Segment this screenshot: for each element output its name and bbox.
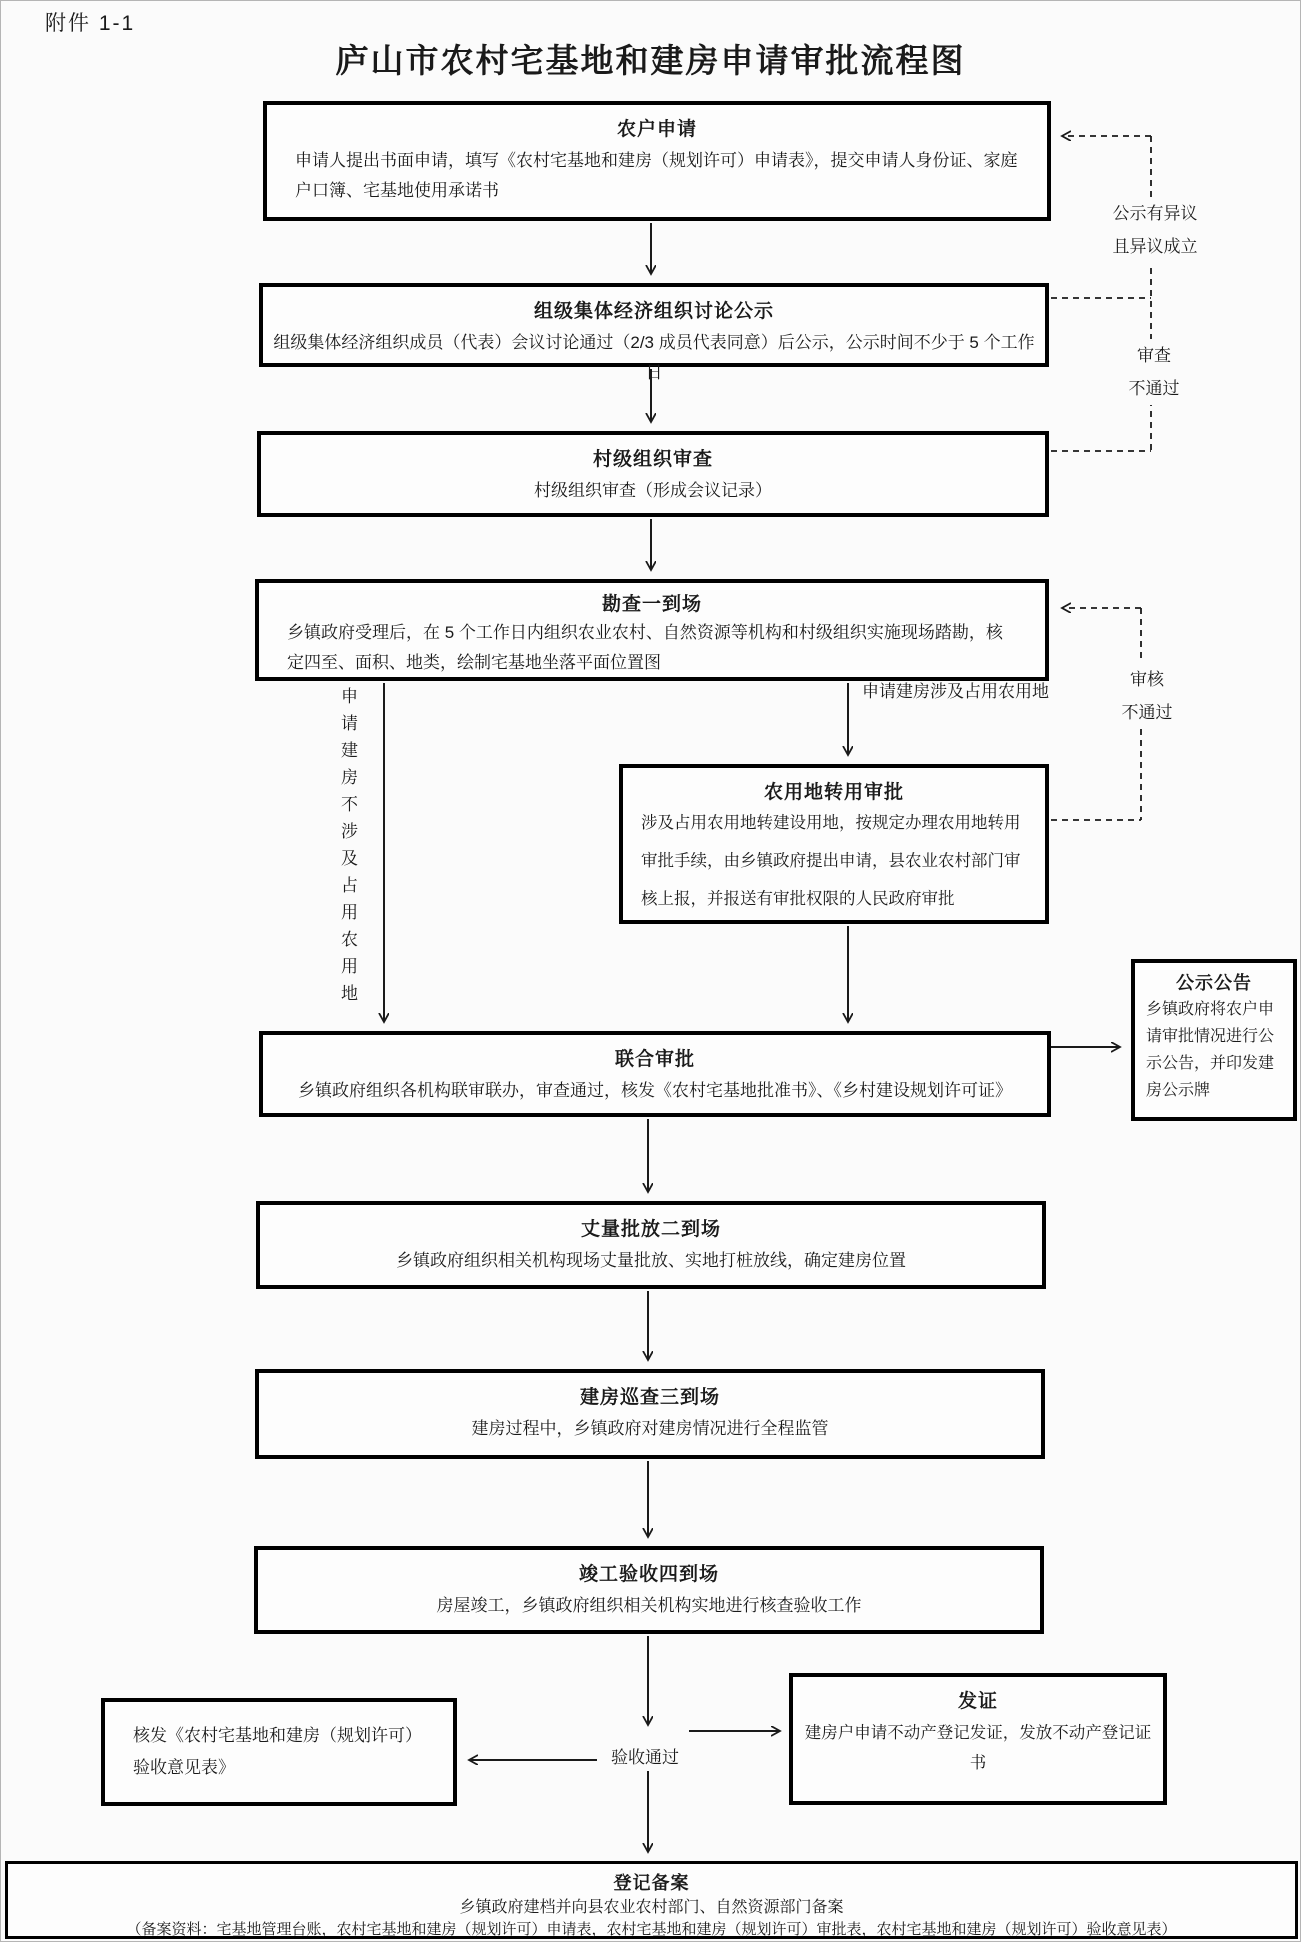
step-acceptance-fourth-visit (254, 1546, 1044, 1634)
step-body: 乡镇政府组织各机构联审联办，审查通过，核发《农村宅基地批准书》、《乡村建设规划许可证》 (298, 1081, 1012, 1100)
step-body: 建房过程中，乡镇政府对建房情况进行全程监管 (471, 1419, 829, 1438)
step-body: 核发《农村宅基地和建房（规划许可）验收意见表》 (133, 1726, 422, 1777)
step-title: 丈量批放二到场 (580, 1219, 721, 1240)
step-village-review (257, 431, 1049, 517)
label-involves-farmland: 申请建房涉及占用农用地 (862, 682, 1049, 701)
step-title: 登记备案 (613, 1873, 690, 1893)
step-title: 组级集体经济组织讨论公示 (533, 301, 774, 322)
attachment-label: 附件 1-1 (45, 12, 136, 35)
step-body: 村级组织审查（形成会议记录） (534, 481, 772, 500)
step-survey-first-visit (255, 579, 1049, 681)
label-line: 公示有异议 (1112, 204, 1198, 223)
step-group-discussion (259, 283, 1049, 382)
step-title: 农用地转用审批 (763, 782, 904, 803)
step-registration (5, 1861, 1298, 1939)
step-body: 乡镇政府建档并向县农业农村部门、自然资源部门备案 (459, 1899, 844, 1916)
step-title: 公示公告 (1176, 973, 1252, 993)
step-note: （备案资料：宅基地管理台账，农村宅基地和建房（规划许可）申请表，农村宅基地和建房（规划许可）审批表，农村宅基地和建房（规划许可）验收意见表） (126, 1921, 1177, 1938)
label-acceptance-passed: 验收通过 (611, 1748, 679, 1767)
step-body: 涉及占用农用地转建设用地，按规定办理农用地转用审批手续，由乡镇政府提出申请，县农业农村部门审核上报，并报送有审批权限的人民政府审批 (641, 814, 1021, 908)
label-line: 不通过 (1128, 379, 1180, 398)
step-joint-approval (259, 1031, 1051, 1117)
step-title: 建房巡查三到场 (579, 1387, 720, 1408)
label-check-fail (1104, 663, 1190, 729)
label-line: 审查 (1137, 346, 1171, 365)
step-body: 组级集体经济组织成员（代表）会议讨论通过（2/3 成员代表同意）后公示，公示时间不少于 5 个工作日 (273, 333, 1035, 382)
step-title: 村级组织审查 (592, 449, 713, 470)
step-body: 房屋竣工，乡镇政府组织相关机构实地进行核查验收工作 (436, 1596, 862, 1615)
step-title: 农户申请 (616, 119, 697, 140)
step-title: 联合审批 (614, 1049, 695, 1070)
step-issue-acceptance-form (101, 1698, 457, 1806)
step-body: 乡镇政府受理后，在 5 个工作日内组织农业农村、自然资源等机构和村级组织实施现场踏勘，核定四至、面积、地类，绘制宅基地坐落平面位置图 (287, 623, 1003, 672)
label-line: 且异议成立 (1112, 237, 1198, 256)
step-title: 勘查一到场 (601, 594, 702, 615)
label-not-involves-farmland: 申请建房不涉及占用农用地 (338, 687, 357, 1011)
label-review-fail (1111, 339, 1197, 405)
label-line: 审核 (1130, 670, 1164, 689)
step-body: 申请人提出书面申请，填写《农村宅基地和建房（规划许可）申请表》，提交申请人身份证、家庭户口簿、宅基地使用承诺书 (295, 151, 1018, 200)
step-body: 乡镇政府组织相关机构现场丈量批放、实地打桩放线，确定建房位置 (396, 1251, 906, 1270)
step-public-notice (1131, 959, 1297, 1121)
step-title: 竣工验收四到场 (578, 1564, 719, 1585)
step-title: 发证 (957, 1691, 998, 1712)
step-measurement-second-visit (256, 1201, 1046, 1289)
step-certificate (789, 1673, 1167, 1805)
step-body: 乡镇政府将农户申请审批情况进行公示公告，并印发建房公示牌 (1146, 1001, 1275, 1099)
step-farmland-conversion (619, 764, 1049, 924)
page-title: 庐山市农村宅基地和建房申请审批流程图 (335, 42, 966, 79)
step-farmer-application (263, 101, 1051, 221)
label-line: 不通过 (1121, 703, 1173, 722)
step-inspection-third-visit (255, 1369, 1045, 1459)
label-objection (1096, 197, 1214, 263)
step-body: 建房户申请不动产登记发证，发放不动产登记证书 (804, 1724, 1152, 1772)
